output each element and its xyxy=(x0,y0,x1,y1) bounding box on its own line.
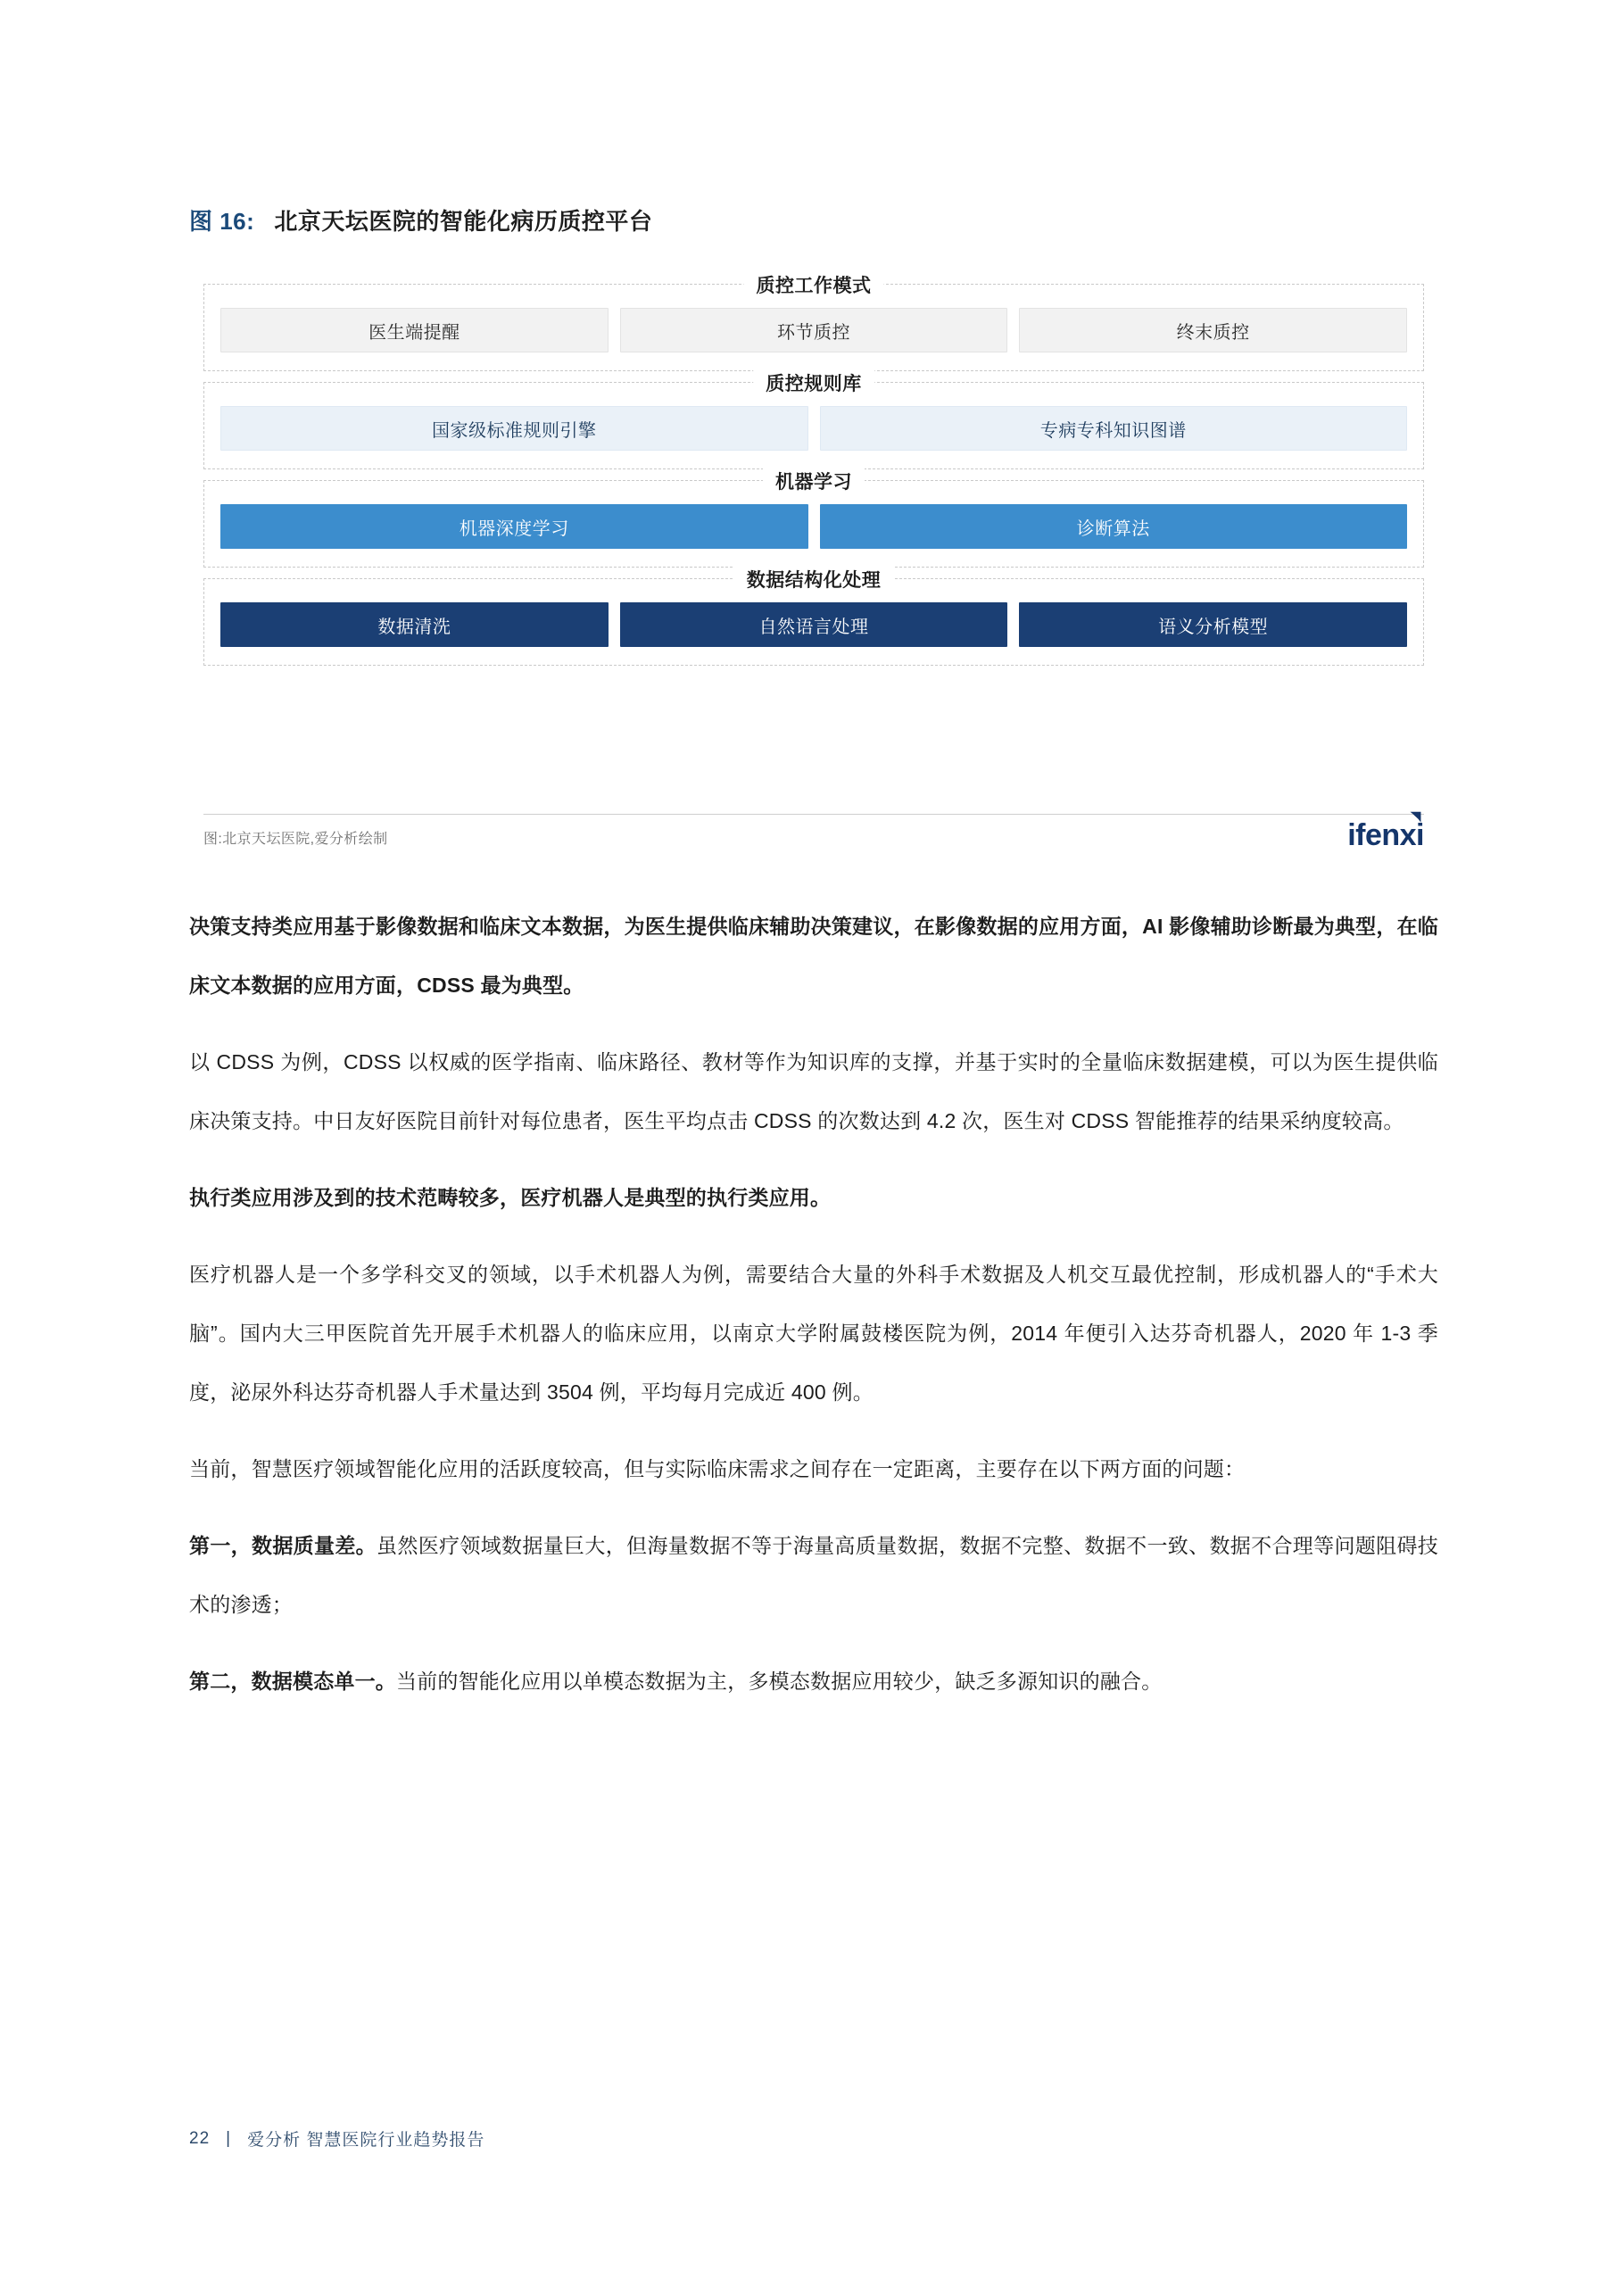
paragraph: 医疗机器人是一个多学科交叉的领域，以手术机器人为例，需要结合大量的外科手术数据及人机交互最优控制，形成机器人的“手术大脑”。国内大三甲医院首先开展手术机器人的临床应用，以南京大学附属鼓楼医院为例，2014 年便引入达芬奇机器人，2020 年 1-3 季度，泌尿外科达芬奇机器人手术量达到 3504 例，平均每月完成近 400 例。 xyxy=(189,1263,1438,1404)
logo-text: ifenxi xyxy=(1347,818,1424,852)
paragraph-lead: 第二，数据模态单一。 xyxy=(189,1670,396,1693)
figure-number: 图 16: xyxy=(189,208,255,235)
diagram-box: 语义分析模型 xyxy=(1019,602,1407,647)
logo-arrow-icon xyxy=(1408,810,1423,825)
figure-title-text: 北京天坛医院的智能化病历质控平台 xyxy=(274,208,653,235)
diagram-tier-row xyxy=(220,308,1407,352)
body-copy xyxy=(189,897,1438,1728)
footer-separator: | xyxy=(226,2128,232,2148)
paragraph-text: 虽然医疗领域数据量巨大，但海量数据不等于海量高质量数据，数据不完整、数据不一致、数据不合理等问题阻碍技术的渗透； xyxy=(189,1534,1438,1616)
paragraph-text: 当前的智能化应用以单模态数据为主，多模态数据应用较少，缺乏多源知识的融合。 xyxy=(396,1670,1163,1693)
diagram-box: 诊断算法 xyxy=(820,504,1408,549)
figure-title xyxy=(189,203,652,236)
diagram-tier xyxy=(203,570,1424,666)
diagram-tier-legend: 质控规则库 xyxy=(753,369,874,396)
page-footer xyxy=(189,2126,484,2151)
diagram-box: 专病专科知识图谱 xyxy=(820,406,1408,451)
diagram-box: 机器深度学习 xyxy=(220,504,808,549)
page-number: 22 xyxy=(189,2128,211,2148)
paragraph-lead: 第一，数据质量差。 xyxy=(189,1534,377,1557)
ifenxi-logo xyxy=(1347,820,1424,850)
diagram-tier-row xyxy=(220,504,1407,549)
diagram-box: 自然语言处理 xyxy=(620,602,1008,647)
diagram-box: 国家级标准规则引擎 xyxy=(220,406,808,451)
diagram-tier-row xyxy=(220,602,1407,647)
paragraph: 以 CDSS 为例，CDSS 以权威的医学指南、临床路径、教材等作为知识库的支撑，并基于实时的全量临床数据建模，可以为医生提供临床决策支持。中日友好医院目前针对每位患者，医生平均点击 CDSS 的次数达到 4.2 次，医生对 CDSS 智能推荐的结果采纳度较高。 xyxy=(189,1050,1438,1132)
paragraph: 决策支持类应用基于影像数据和临床文本数据，为医生提供临床辅助决策建议，在影像数据的应用方面，AI 影像辅助诊断最为典型，在临床文本数据的应用方面，CDSS 最为典型。 xyxy=(189,915,1438,997)
diagram-tier xyxy=(203,472,1424,568)
diagram-box: 环节质控 xyxy=(620,308,1008,352)
diagram-box: 数据清洗 xyxy=(220,602,609,647)
quality-control-platform-diagram xyxy=(203,276,1424,666)
diagram-tier xyxy=(203,374,1424,469)
diagram-box: 医生端提醒 xyxy=(220,308,609,352)
paragraph xyxy=(189,1516,1438,1634)
paragraph: 当前，智慧医疗领域智能化应用的活跃度较高，但与实际临床需求之间存在一定距离，主要存在以下两方面的问题： xyxy=(189,1457,1246,1480)
diagram-tier-legend: 数据结构化处理 xyxy=(734,566,894,593)
diagram-tier-legend: 机器学习 xyxy=(763,468,865,494)
diagram-box: 终末质控 xyxy=(1019,308,1407,352)
diagram-tier xyxy=(203,276,1424,371)
footer-label: 爱分析 智慧医院行业趋势报告 xyxy=(247,2131,485,2150)
paragraph: 执行类应用涉及到的技术范畴较多，医疗机器人是典型的执行类应用。 xyxy=(189,1186,832,1209)
paragraph xyxy=(189,1652,1438,1711)
figure-footer xyxy=(203,814,1424,850)
diagram-tier-row xyxy=(220,406,1407,451)
diagram-tier-legend: 质控工作模式 xyxy=(744,271,884,298)
figure-source: 图:北京天坛医院,爱分析绘制 xyxy=(203,832,388,847)
